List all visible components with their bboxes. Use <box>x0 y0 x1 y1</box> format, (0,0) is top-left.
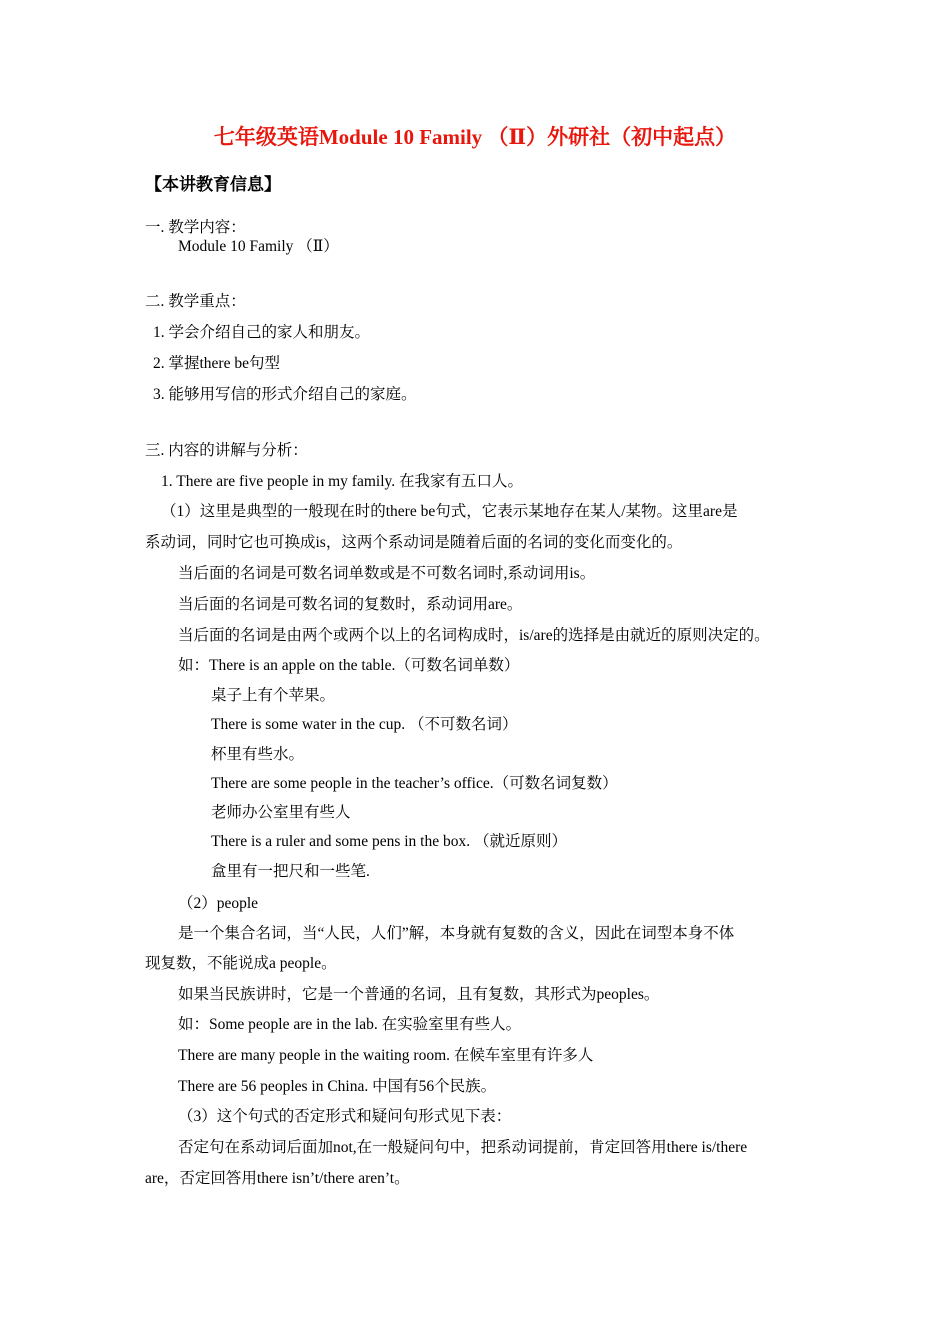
module-name: Module 10 Family （Ⅱ） <box>178 238 339 255</box>
example-line: There is some water in the cup. （不可数名词） <box>211 716 518 733</box>
example-line: 如：There is an apple on the table.（可数名词单数） <box>178 657 520 674</box>
paragraph-line: （1）这里是典型的一般现在时的there be句式，它表示某地存在某人/某物。这里are是 <box>161 503 738 520</box>
paragraph-line: 系动词，同时它也可换成is，这两个系动词是随着后面的名词的变化而变化的。 <box>145 534 683 551</box>
subsection-heading: （3）这个句式的否定形式和疑问句形式见下表： <box>178 1108 512 1125</box>
example-line: 桌子上有个苹果。 <box>211 687 336 704</box>
section-heading: 【本讲教育信息】 <box>145 175 281 194</box>
paragraph-line: 如果当民族讲时，它是一个普通的名词，且有复数，其形式为peoples。 <box>178 986 660 1003</box>
example-line: 杯里有些水。 <box>211 746 305 763</box>
paragraph-line: 当后面的名词是可数名词的复数时，系动词用are。 <box>178 596 523 613</box>
key-point-2: 2. 掌握there be句型 <box>153 355 280 372</box>
section-2-label: 二. 教学重点： <box>145 293 246 310</box>
example-line: 如：Some people are in the lab. 在实验室里有些人。 <box>178 1016 522 1033</box>
section-1-label: 一. 教学内容： <box>145 219 246 236</box>
paragraph-line: 否定句在系动词后面加not,在一般疑问句中，把系动词提前，肯定回答用there is/there <box>178 1139 748 1156</box>
key-point-1: 1. 学会介绍自己的家人和朋友。 <box>153 324 371 341</box>
paragraph-line: 现复数，不能说成a people。 <box>145 955 337 972</box>
example-line: There are some people in the teacher’s office.（可数名词复数） <box>211 775 618 792</box>
sentence-1: 1. There are five people in my family. 在我家有五口人。 <box>161 473 524 490</box>
paragraph-line: are，否定回答用there isn’t/there aren’t。 <box>145 1170 410 1187</box>
example-line: 盒里有一把尺和一些笔. <box>211 863 370 880</box>
paragraph-line: 当后面的名词是由两个或两个以上的名词构成时，is/are的选择是由就近的原则决定的。 <box>178 627 770 644</box>
paragraph-line: 是一个集合名词，当“人民，人们”解，本身就有复数的含义，因此在词型本身不体 <box>178 925 735 942</box>
paragraph-line: 当后面的名词是可数名词单数或是不可数名词时,系动词用is。 <box>178 565 596 582</box>
key-point-3: 3. 能够用写信的形式介绍自己的家庭。 <box>153 386 417 403</box>
example-line: There is a ruler and some pens in the box. （就近原则） <box>211 833 567 850</box>
section-3-label: 三. 内容的讲解与分析： <box>145 442 308 459</box>
example-line: 老师办公室里有些人 <box>211 804 351 821</box>
example-line: There are many people in the waiting room. 在候车室里有许多人 <box>178 1047 594 1064</box>
example-line: There are 56 peoples in China. 中国有56个民族。 <box>178 1078 497 1095</box>
subsection-heading: （2）people <box>178 895 259 912</box>
document-title: 七年级英语Module 10 Family （Ⅱ）外研社（初中起点） <box>213 125 737 149</box>
